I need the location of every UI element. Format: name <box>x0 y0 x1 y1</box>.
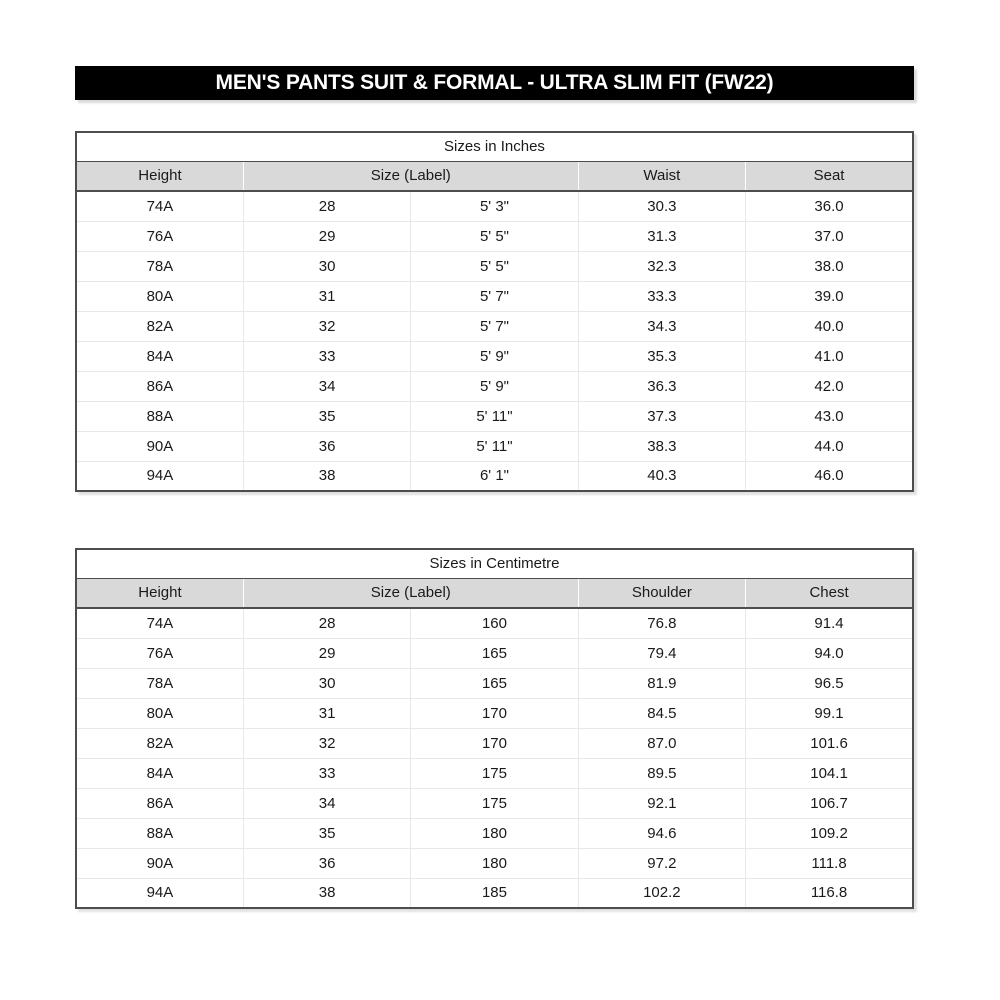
table-row <box>76 191 913 221</box>
table-cell: 102.2 <box>578 878 745 908</box>
table-cell: 34 <box>243 788 410 818</box>
table-cell: 28 <box>243 608 410 638</box>
column-header-seat: Seat <box>746 161 913 191</box>
table-cell: 32.3 <box>578 251 745 281</box>
table-cell: 170 <box>411 728 578 758</box>
table-row <box>76 878 913 908</box>
table-cell: 38 <box>243 461 410 491</box>
table-row <box>76 371 913 401</box>
sizes-in-inches-table <box>75 131 914 492</box>
table-cell: 28 <box>243 191 410 221</box>
table-cell: 5' 9" <box>411 371 578 401</box>
table-cell: 97.2 <box>578 848 745 878</box>
table-cell: 30 <box>243 668 410 698</box>
table-cell: 111.8 <box>746 848 913 878</box>
column-header-shoulder: Shoulder <box>578 578 745 608</box>
table-body-centimetre <box>76 608 913 908</box>
table-title-row <box>76 549 913 578</box>
table-cell: 86A <box>76 788 243 818</box>
table-cell: 36 <box>243 848 410 878</box>
table-cell: 32 <box>243 311 410 341</box>
table-cell: 38.3 <box>578 431 745 461</box>
table-cell: 43.0 <box>746 401 913 431</box>
table-cell: 87.0 <box>578 728 745 758</box>
table-cell: 88A <box>76 401 243 431</box>
table-cell: 165 <box>411 638 578 668</box>
table-cell: 34.3 <box>578 311 745 341</box>
table-cell: 31 <box>243 281 410 311</box>
table-cell: 35 <box>243 818 410 848</box>
table-cell: 175 <box>411 788 578 818</box>
table-row <box>76 311 913 341</box>
table-cell: 81.9 <box>578 668 745 698</box>
table-cell: 90A <box>76 848 243 878</box>
table-cell: 82A <box>76 728 243 758</box>
table-cell: 76.8 <box>578 608 745 638</box>
table-cell: 89.5 <box>578 758 745 788</box>
table-cell: 86A <box>76 371 243 401</box>
chart-title: MEN'S PANTS SUIT & FORMAL - ULTRA SLIM FIT (FW22) <box>215 71 774 94</box>
table-cell: 38 <box>243 878 410 908</box>
table-cell: 33.3 <box>578 281 745 311</box>
table-cell: 5' 3" <box>411 191 578 221</box>
table-cell: 44.0 <box>746 431 913 461</box>
table-cell: 5' 5" <box>411 221 578 251</box>
table-row <box>76 341 913 371</box>
table-cell: 116.8 <box>746 878 913 908</box>
table-cell: 90A <box>76 431 243 461</box>
table-cell: 46.0 <box>746 461 913 491</box>
table-cell: 30.3 <box>578 191 745 221</box>
table-cell: 94.6 <box>578 818 745 848</box>
table-cell: 74A <box>146 614 174 632</box>
chart-title-bar <box>75 66 914 100</box>
table-title-centimetre: Sizes in Centimetre <box>76 549 913 578</box>
table-row <box>76 818 913 848</box>
table-cell: 38.0 <box>746 251 913 281</box>
table-cell: 40.3 <box>578 461 745 491</box>
table-row <box>76 431 913 461</box>
table-cell: 31 <box>243 698 410 728</box>
table-cell: 5' 7" <box>411 281 578 311</box>
table-cell: 33 <box>243 758 410 788</box>
column-header-height: Height <box>76 578 243 608</box>
table-cell: 185 <box>411 878 578 908</box>
table-cell: 175 <box>411 758 578 788</box>
table-header-row <box>76 161 913 191</box>
table-cell: 84A <box>76 341 243 371</box>
table-cell: 41.0 <box>746 341 913 371</box>
column-header-height: Height <box>76 161 243 191</box>
table-row <box>76 221 913 251</box>
table-cell: 36 <box>243 431 410 461</box>
table-cell: 84A <box>76 758 243 788</box>
table-row <box>76 788 913 818</box>
table-row <box>76 668 913 698</box>
sizes-in-centimetre-table <box>75 548 914 909</box>
table-cell: 160 <box>411 608 578 638</box>
table-cell: 30 <box>243 251 410 281</box>
table-cell: 94A <box>76 878 243 908</box>
table-cell: 29 <box>243 638 410 668</box>
table-cell: 106.7 <box>746 788 913 818</box>
table-row <box>76 758 913 788</box>
table-cell: 91.4 <box>746 608 913 638</box>
table-title-inches: Sizes in Inches <box>76 132 913 161</box>
table-row <box>76 728 913 758</box>
table-cell: 94.0 <box>746 638 913 668</box>
table-cell: 165 <box>411 668 578 698</box>
table-cell: 92.1 <box>578 788 745 818</box>
table-row <box>76 281 913 311</box>
table-cell: 40.0 <box>746 311 913 341</box>
table-cell: 36.3 <box>578 371 745 401</box>
table-cell: 80A <box>76 698 243 728</box>
table-cell: 80A <box>76 281 243 311</box>
table-cell: 42.0 <box>746 371 913 401</box>
table-cell: 78A <box>76 668 243 698</box>
table-cell: 180 <box>411 848 578 878</box>
table-row <box>76 401 913 431</box>
table-cell: 82A <box>76 311 243 341</box>
table-cell: 76A <box>76 221 243 251</box>
table-cell: 84.5 <box>578 698 745 728</box>
table-row <box>76 608 913 638</box>
table-cell: 39.0 <box>746 281 913 311</box>
table-row <box>76 638 913 668</box>
table-cell: 109.2 <box>746 818 913 848</box>
table-row <box>76 698 913 728</box>
table-cell: 78A <box>76 251 243 281</box>
table-cell: 76A <box>76 638 243 668</box>
column-header-waist: Waist <box>578 161 745 191</box>
column-header-size-label: Size (Label) <box>243 161 578 191</box>
table-row <box>76 251 913 281</box>
table-cell: 37.3 <box>578 401 745 431</box>
table-cell: 5' 11" <box>411 431 578 461</box>
table-cell: 180 <box>411 818 578 848</box>
table-cell: 33 <box>243 341 410 371</box>
table-cell: 31.3 <box>578 221 745 251</box>
table-cell: 5' 5" <box>411 251 578 281</box>
table-cell: 96.5 <box>746 668 913 698</box>
column-header-size-label: Size (Label) <box>243 578 578 608</box>
table-cell: 74A <box>146 197 174 215</box>
table-cell: 35 <box>243 401 410 431</box>
table-cell: 94A <box>76 461 243 491</box>
table-cell: 5' 7" <box>411 311 578 341</box>
table-cell: 34 <box>243 371 410 401</box>
table-cell: 79.4 <box>578 638 745 668</box>
table-header-row <box>76 578 913 608</box>
table-cell: 37.0 <box>746 221 913 251</box>
column-header-chest: Chest <box>746 578 913 608</box>
table-title-row <box>76 132 913 161</box>
table-cell: 101.6 <box>746 728 913 758</box>
table-cell: 99.1 <box>746 698 913 728</box>
table-cell: 170 <box>411 698 578 728</box>
table-cell: 5' 11" <box>411 401 578 431</box>
table-cell: 35.3 <box>578 341 745 371</box>
table-cell: 6' 1" <box>411 461 578 491</box>
table-cell: 5' 9" <box>411 341 578 371</box>
table-cell: 104.1 <box>746 758 913 788</box>
table-body-inches <box>76 191 913 491</box>
table-cell: 88A <box>76 818 243 848</box>
table-cell: 32 <box>243 728 410 758</box>
table-cell: 29 <box>243 221 410 251</box>
table-cell: 36.0 <box>746 191 913 221</box>
table-row <box>76 848 913 878</box>
table-row <box>76 461 913 491</box>
